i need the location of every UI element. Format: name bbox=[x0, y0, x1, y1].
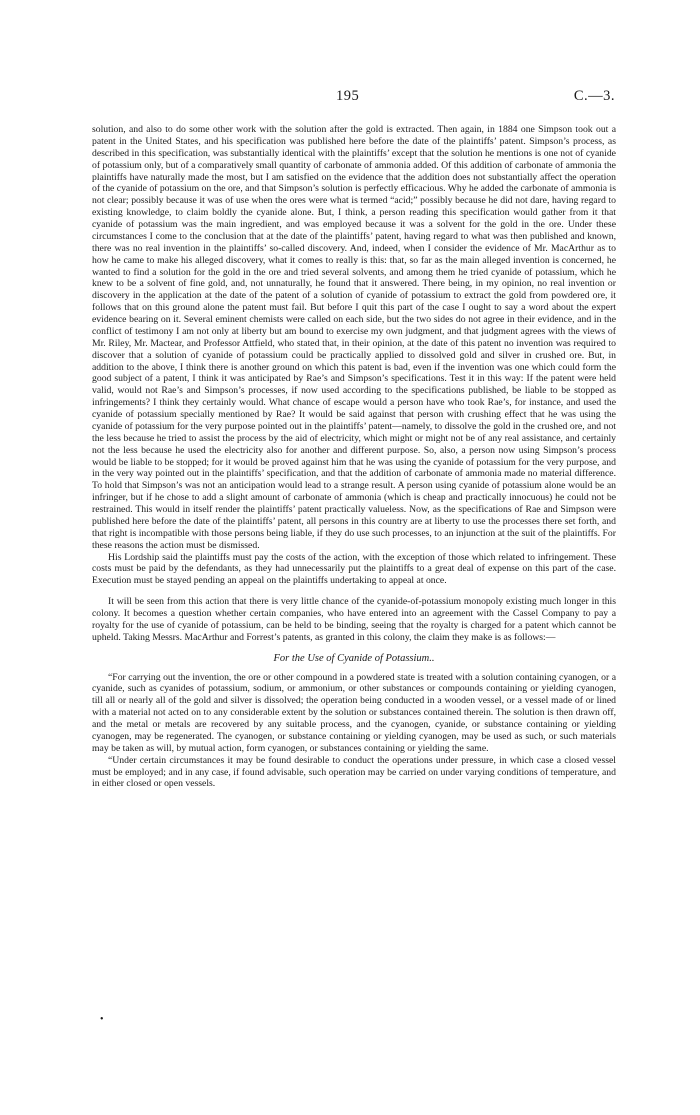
section-title: For the Use of Cyanide of Potassium.. bbox=[273, 652, 435, 664]
paragraph-costs: His Lordship said the plaintiffs must pay the costs of the action, with the exception of those which related to infringement. These costs must be paid by the defendants, as they had unnecessarily put the plaintiffs to a great deal of expense on this part of the case. Execution must be stayed pending an appeal on the plaintiffs undertaking to appeal at once. bbox=[92, 551, 616, 587]
paragraph-judgment: solution, and also to do some other work with the solution after the gold is extracted. Then again, in 1884 one Simpson took out a patent in the United States, and his specification was published here before the date of the plaintiffs’ patent. Simpson’s process, as described in this specification, was substantially identical with the plaintiffs’ except that the solution he mentions is one not of cyanide of potassium only, but of a comparatively small quantity of carbonate of ammonia added. Of this addition of carbonate of ammonia the plaintiffs have naturally made the most, but I am satisfied on the evidence that the addition does not substantially affect the operation of the cyanide of potassium on the ore, and that Simpson’s solution is perfectly efficacious. Why he added the carbonate of ammonia is not clear; possibly because it was of use when the ores were what is termed “acid;” possibly because he did not dare, having regard to existing knowledge, to claim boldly the cyanide alone. But, I think, a person reading this specification would gather from it that cyanide of potassium was the main ingredient, and was employed because it was a solvent for the gold in the ore. Under these circumstances I come to the conclusion that at the date of the plaintiffs’ patent, having regard to what was then published and known, there was no real invention in the plaintiffs’ so-called discovery. And, indeed, when I consider the evidence of Mr. MacArthur as to how he came to make his alleged discovery, what it comes to really is this: that, so far as the main alleged invention is concerned, he wanted to find a solution for the gold in the ore and tried several solvents, and among them he tried cyanide of potassium, which he knew to be a solvent of fine gold, and, not unnaturally, he found that it answered. There being, in my opinion, no real invention or discovery in the application at the date of the patent of a solution of cyanide of potassium to extract the gold from powdered ore, it follows that on this ground alone the patent must fail. But before I quit this part of the case I ought to say a word about the expert evidence bearing on it. Several eminent chemists were called on each side, but the two sides do not agree in their evidence, and in the conflict of testimony I am not only at liberty but am bound to exercise my own judgment, and that judgment agrees with the views of Mr. Riley, Mr. Mactear, and Professor Attfield, who stated that, in their opinion, at the date of this patent no invention was required to discover that a solution of cyanide of potassium could be practically applied to dissolved gold and silver in crushed ore. But, in addition to the above, I think there is another ground on which this patent is bad, even if the invention was one which could form the good subject of a patent, I think it was anticipated by Rae’s and Simpson’s specifications. Test it in this way: If the patent were held valid, would not Rae’s and Simpson’s processes, if now used according to the specifications published, be liable to be stopped as infringements? I think they certainly would. What chance of escape would a person have who took Rae’s, for instance, and used the cyanide of potassium specially mentioned by Rae? It would be said against that person with crushing effect that he was using the cyanide of potassium for the very purpose pointed out in the plaintiffs’ patent—namely, to dissolve the gold in the crushed ore, and not the less because he tried to assist the process by the aid of electricity, which might or might not be of any real assistance, and certainly not the less because he used the electricity also for another and different purpose. So, also, a person now using Simpson’s process would be liable to be stopped; for it would be proved against him that he was using the cyanide of potassium for the very purpose, and in the very way pointed out in the plaintiffs’ specification, and that the addition of carbonate of ammonia made no material difference. To hold that Simpson’s was not an anticipation would lead to a strange result. A person using cyanide of potassium alone would be an infringer, but if he chose to add a slight amount of carbonate of ammonia (which is cheap and practically innocuous) he could not be restrained. This would in itself render the plaintiffs’ patent practically valueless. Now, as the specifications of Rae and Simpson were published here before the date of the plaintiffs’ patent, all persons in this country are at liberty to use the processes there set forth, and that right is incompatible with those persons being liable, if they do use such processes, to an injunction at the suit of the plaintiffs. For these reasons the action must be dismissed. bbox=[92, 124, 616, 551]
paragraph-commentary: It will be seen from this action that there is very little chance of the cyanide-of-potassium monopoly existing much longer in this colony. It becomes a question whether certain companies, who have entered into an agreement with the Cassel Company to pay a royalty for the use of cyanide of potassium, can be held to be binding, seeing that the royalty is charged for a patent which cannot be upheld. Taking Messrs. MacArthur and Forrest’s patents, as granted in this colony, the claim they make is as follows:— bbox=[92, 596, 616, 643]
body-text bbox=[92, 124, 616, 790]
page-number: 195 bbox=[336, 88, 360, 104]
document-reference: C.—3. bbox=[573, 88, 615, 104]
stray-mark: • bbox=[100, 1014, 104, 1025]
quoted-claim-1: “For carrying out the invention, the ore or other compound in a powdered state is treated with a solution containing cyanogen, or a cyanide, such as cyanides of potassium, sodium, or ammonium, or other substances or compounds containing or yielding cyanogen, till all or nearly all of the gold and silver is dissolved; the operation being conducted in a wooden vessel, or a vessel made of or lined with a material not acted on to any considerable extent by the solution or substances contained therein. The solution is then drawn off, and the metal or metals are recovered by any suitable process, and the cyanogen, cyanide, or substance containing or yielding cyanogen, may be regenerated. The cyanogen, or substance containing or yielding cyanogen, may be used as such, or such materials may be taken as will, by mutual action, form cyanogen, or substances containing or yielding the same. bbox=[92, 671, 616, 754]
quoted-claim-2: “Under certain circumstances it may be found desirable to conduct the operations under pressure, in which case a closed vessel must be employed; and in any case, if found advisable, such operation may be carried on under varying conditions of temperature, and in either closed or open vessels. bbox=[92, 754, 616, 790]
page-header bbox=[0, 88, 700, 108]
